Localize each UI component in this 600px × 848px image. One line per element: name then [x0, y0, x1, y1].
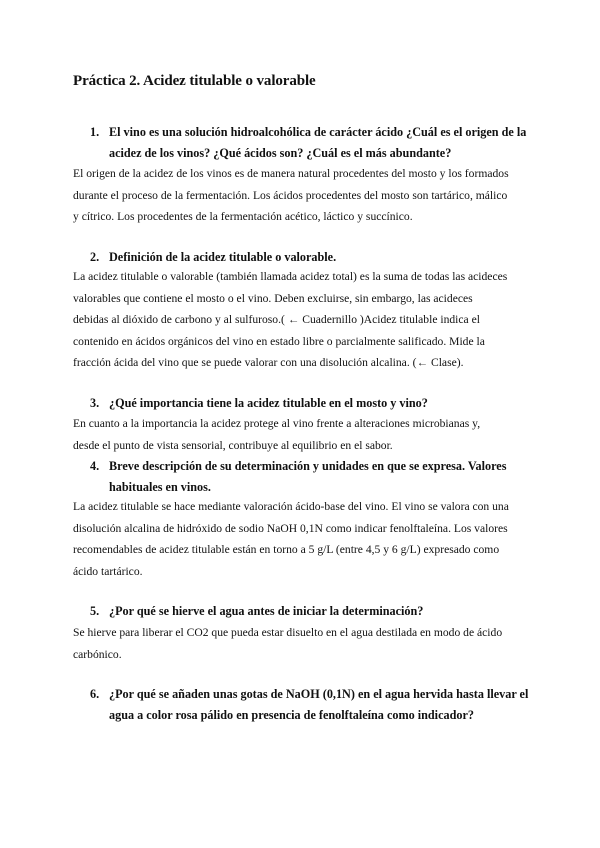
- answer-line: desde el punto de vista sensorial, contribuye al equilibrio en el sabor.: [73, 438, 393, 452]
- answer-2: [73, 266, 533, 374]
- answer-line: En cuanto a la importancia la acidez protege al vino frente a alteraciones microbianas y,: [73, 417, 481, 430]
- page-title: Práctica 2. Acidez titulable o valorable: [73, 73, 316, 89]
- question-number: 3.: [90, 396, 100, 410]
- answer-line: La acidez titulable o valorable (también llamada acidez total) es la suma de todas las acideces: [73, 270, 508, 283]
- answer-line: disolución alcalina de hidróxido de sodio NaOH 0,1N como indicar fenolftaleína. Los valores: [73, 521, 508, 535]
- question-number: 4.: [90, 459, 100, 473]
- question-1: [90, 122, 530, 164]
- answer-line: y cítrico. Los procedentes de la fermentación acético, láctico y succínico.: [73, 210, 413, 223]
- answer-line: debidas al dióxido de carbono y al sulfuroso.( ← Cuadernillo )Acidez titulable indica el: [73, 313, 480, 326]
- question-text: ¿Qué importancia tiene la acidez titulable en el mosto y vino?: [109, 396, 428, 410]
- answer-line: Se hierve para liberar el CO2 que pueda estar disuelto en el agua destilada en modo de ácido: [73, 626, 503, 639]
- question-number: 2.: [90, 250, 100, 264]
- question-6: [90, 684, 530, 726]
- answer-line: valorables que contiene el mosto o el vino. Deben excluirse, sin embargo, las acideces: [73, 291, 473, 305]
- answer-line: contenido en ácidos orgánicos del vino en estado libre o parcialmente salificado. Mide la: [73, 334, 485, 348]
- answer-line: durante el proceso de la fermentación. Los ácidos procedentes del mosto son tartárico, málico: [73, 188, 508, 202]
- question-number: 5.: [90, 604, 100, 618]
- answer-line: carbónico.: [73, 647, 122, 661]
- answer-line: El origen de la acidez de los vinos es de manera natural procedentes del mosto y los formados: [73, 167, 509, 180]
- answer-line: fracción ácida del vino que se puede valorar con una disolución alcalina. (← Clase).: [73, 356, 464, 369]
- question-text: ¿Por qué se hierve el agua antes de iniciar la determinación?: [109, 604, 424, 618]
- question-text: El vino es una solución hidroalcohólica de carácter ácido ¿Cuál es el origen de la acidez de los vinos? ¿Qué ácidos son? ¿Cuál es el más abundante?: [109, 125, 527, 160]
- answer-line: recomendables de acidez titulable están en torno a 5 g/L (entre 4,5 y 6 g/L) expresado como: [73, 543, 500, 556]
- answer-4: [73, 496, 533, 582]
- answer-5: [73, 622, 533, 665]
- question-number: 6.: [90, 687, 100, 701]
- question-text: ¿Por qué se añaden unas gotas de NaOH (0,1N) en el agua hervida hasta llevar el agua a color rosa pálido en presencia de fenolftaleína como indicador?: [109, 687, 529, 722]
- question-5: [90, 601, 530, 622]
- question-3: [90, 393, 530, 414]
- question-2: [90, 247, 530, 268]
- answer-1: [73, 163, 533, 228]
- question-4: [90, 456, 530, 498]
- answer-3: [73, 413, 533, 456]
- answer-line: ácido tartárico.: [73, 564, 143, 578]
- question-number: 1.: [90, 125, 100, 139]
- question-text: Definición de la acidez titulable o valorable.: [109, 250, 337, 264]
- answer-line: La acidez titulable se hace mediante valoración ácido-base del vino. El vino se valora con una: [73, 500, 509, 513]
- question-text: Breve descripción de su determinación y unidades en que se expresa. Valores habituales en vinos.: [109, 459, 507, 494]
